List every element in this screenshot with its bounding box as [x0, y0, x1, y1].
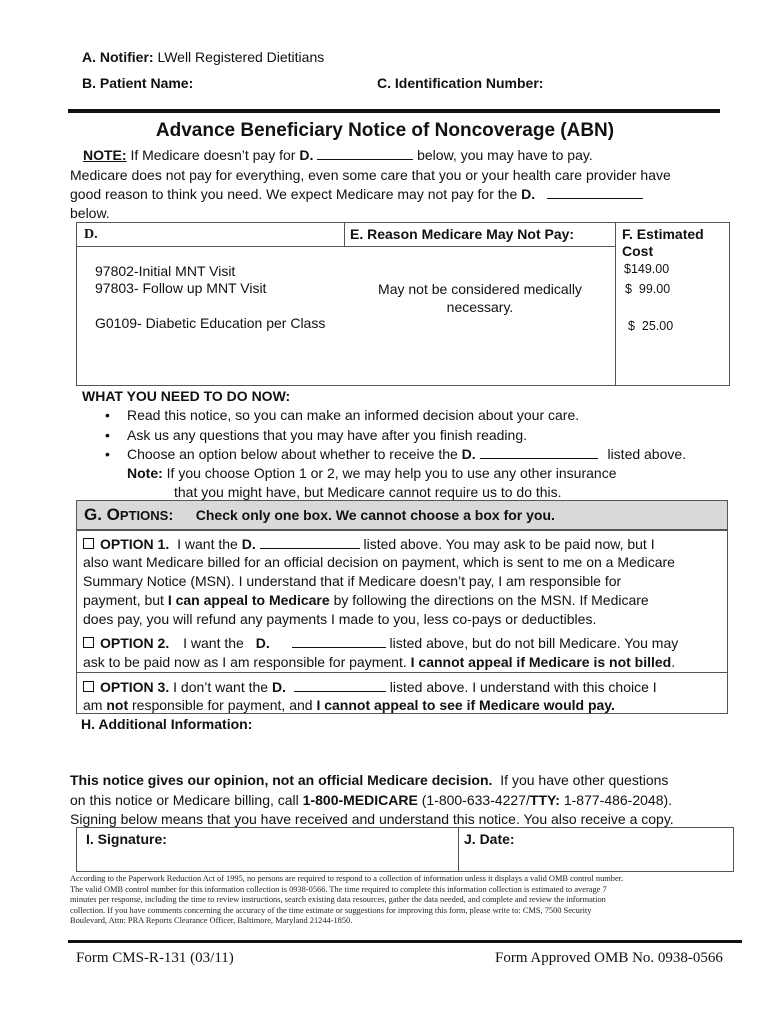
option-1-line-3: Summary Notice (MSN). I understand that if Medicare doesn’t pay, I am responsible for [83, 573, 622, 589]
intro-line-2 [70, 185, 643, 203]
options-heading-ptions: PTIONS [119, 508, 169, 523]
todo-bullet-2 [105, 426, 527, 444]
note-label: NOTE: [83, 147, 127, 163]
col-header-d: D. [84, 227, 98, 242]
todo-bullet-2-text: Ask us any questions that you may have after you finish reading. [127, 427, 528, 443]
option-1-text-b: listed above. You may ask to be paid now, but I [363, 536, 655, 552]
note-text-a: If Medicare doesn’t pay for [130, 147, 296, 163]
closing-bold: This notice gives our opinion, not an official Medicare decision. [70, 772, 493, 788]
notifier-row [82, 48, 324, 66]
notifier-value: LWell Registered Dietitians [157, 49, 325, 65]
cost-1: $149.00 [624, 262, 670, 276]
col-header-cost-2: Cost [622, 243, 654, 259]
additional-info-label: H. Additional Information: [81, 716, 253, 732]
option-1-text-4a: payment, but [83, 592, 164, 608]
closing-line-1 [70, 771, 668, 789]
item-2: 97803- Follow up MNT Visit [95, 280, 267, 296]
todo-note-label: Note: [127, 465, 163, 481]
intro-d: D. [521, 186, 536, 202]
option-3-d: D. [271, 679, 286, 695]
option-1-text-a: I want the [177, 536, 238, 552]
footer-divider [68, 940, 742, 943]
omb-number: Form Approved OMB No. 0938-0566 [495, 950, 723, 966]
date-label: J. Date: [464, 831, 515, 847]
todo-heading: WHAT YOU NEED TO DO NOW: [82, 388, 291, 404]
closing-text-2a: on this notice or Medicare billing, call [70, 792, 299, 808]
signature-label: I. Signature: [86, 831, 167, 847]
form-number: Form CMS-R-131 (03/11) [76, 950, 234, 966]
cost-2: $ 99.00 [625, 282, 671, 296]
option-3-text-a: I don’t want the [173, 679, 269, 695]
col-header-cost-1: F. Estimated [622, 226, 704, 242]
paperwork-line: According to the Paperwork Reduction Act of 1995, no persons are required to respond to a collection of information unless it displays a valid OMB control number. [70, 874, 624, 883]
closing-line-3: Signing below means that you have received and understand this notice. You also receive a copy. [70, 811, 674, 827]
note-line [83, 146, 593, 164]
todo-note-line-1 [127, 464, 617, 482]
item-1: 97802-Initial MNT Visit [95, 263, 236, 279]
paperwork-notice [70, 874, 730, 927]
reason-line-2: necessary. [446, 299, 514, 315]
option-2-line-2 [83, 653, 675, 672]
patient-name-label: B. Patient Name: [82, 75, 194, 91]
signature-divider [458, 827, 459, 872]
option-3-line-2 [83, 696, 615, 715]
table-col-divider-1 [344, 222, 345, 246]
page-title: Advance Beneficiary Notice of Noncoverage (ABN) [155, 120, 615, 141]
option-1-line-2: also want Medicare billed for an official decision on payment, which is sent to me on a Medicare [83, 554, 675, 570]
option-1-blank [260, 537, 360, 549]
todo-bullet-3-text-b: listed above. [607, 446, 687, 462]
option-1-text-4c: by following the directions on the MSN. If Medicare [333, 592, 649, 608]
closing-text-2c: (1-800-633-4227/ [421, 792, 530, 808]
option-2-d: D. [255, 635, 270, 651]
todo-bullet-3-text-a: Choose an option below about whether to receive the [127, 446, 458, 462]
todo-bullet-1 [105, 406, 579, 424]
paperwork-line: minutes per response, including the time to review instructions, search existing data resources, gather the data needed, and complete and review the information [70, 895, 606, 905]
option-1-label: OPTION 1. [100, 536, 170, 552]
options-heading-colon: : [168, 507, 174, 524]
paperwork-line: collection. If you have comments concerning the accuracy of the time estimate or suggestions for improving this form, please write to: CMS, 7500 Security [70, 905, 592, 915]
intro-line-1: Medicare does not pay for everything, even some care that you or your health care provider have [70, 167, 671, 183]
option-1-line-4 [83, 591, 649, 610]
todo-note-text-1: If you choose Option 1 or 2, we may help you to use any other insurance [166, 465, 617, 481]
option-3-text-2b: not [106, 697, 129, 713]
closing-text-2e: 1-877-486-2048). [563, 792, 673, 808]
item-3: G0109- Diabetic Education per Class [95, 315, 326, 331]
todo-bullet-3-d: D. [461, 446, 476, 462]
option-3-checkbox[interactable] [83, 681, 94, 692]
option-2-blank [292, 636, 386, 648]
closing-tty: TTY: [529, 792, 560, 808]
note-d: D. [299, 147, 314, 163]
closing-line-2 [70, 791, 672, 809]
notifier-label: A. Notifier: [82, 49, 154, 65]
option-2-text-2c: . [671, 654, 676, 670]
options-heading [84, 505, 555, 525]
option-2-text-a: I want the [183, 635, 244, 651]
todo-blank [480, 447, 598, 459]
option-2-line-1 [83, 634, 678, 653]
date-field[interactable] [461, 846, 731, 870]
bullet-icon: • [105, 407, 110, 423]
option-3-text-2d: I cannot appeal to see if Medicare would pay. [316, 697, 615, 713]
note-blank [317, 148, 413, 160]
option-3-label: OPTION 3. [100, 679, 170, 695]
option-1-checkbox[interactable] [83, 538, 94, 549]
col-header-reason: E. Reason Medicare May Not Pay: [350, 226, 575, 242]
option-2-text-2b: I cannot appeal if Medicare is not billed [410, 654, 672, 670]
bullet-icon: • [105, 446, 110, 462]
option-2-label: OPTION 2. [100, 635, 170, 651]
option-3-divider [76, 672, 728, 673]
option-3-text-b: listed above. I understand with this choice I [389, 679, 657, 695]
options-instructions: Check only one box. We cannot choose a box for you. [195, 507, 555, 523]
paperwork-line: The valid OMB control number for this information collection is 0938-0566. The time required to complete this information collection is estimated to average 7 [70, 884, 607, 894]
todo-bullet-1-text: Read this notice, so you can make an informed decision about your care. [127, 407, 580, 423]
reason-line-1: May not be considered medically [378, 281, 582, 297]
todo-note-line-2: that you might have, but Medicare cannot require us to do this. [174, 484, 562, 500]
intro-line-2-text: good reason to think you need. We expect Medicare may not pay for the [70, 186, 518, 202]
option-3-text-2a: am [83, 697, 103, 713]
paperwork-line: Boulevard, Attn: PRA Reports Clearance Officer, Baltimore, Maryland 21244-1850. [70, 916, 353, 926]
intro-blank [547, 187, 643, 199]
option-1-d: D. [241, 536, 256, 552]
option-1-text-4b: I can appeal to Medicare [167, 592, 330, 608]
closing-medicare-number: 1-800-MEDICARE [302, 792, 418, 808]
cost-3: $ 25.00 [628, 319, 674, 333]
option-2-text-2a: ask to be paid now as I am responsible for payment. [83, 654, 407, 670]
table-col-divider-2 [615, 222, 616, 386]
option-1-line-5: does pay, you will refund any payments I made to you, less co-pays or deductibles. [83, 611, 597, 627]
option-3-line-1 [83, 678, 657, 697]
intro-line-3: below. [70, 205, 110, 221]
todo-bullet-3 [105, 445, 686, 463]
option-2-checkbox[interactable] [83, 637, 94, 648]
signature-field[interactable] [78, 846, 456, 870]
options-heading-g: G. O [84, 505, 120, 524]
option-3-blank [294, 680, 386, 692]
bullet-icon: • [105, 427, 110, 443]
closing-text-1: If you have other questions [500, 772, 669, 788]
option-2-text-b: listed above, but do not bill Medicare. You may [389, 635, 679, 651]
option-1-line-1 [83, 535, 655, 554]
table-header-divider [76, 246, 616, 247]
identification-number-label: C. Identification Number: [377, 75, 544, 91]
note-text-b: below, you may have to pay. [417, 147, 593, 163]
option-3-text-2c: responsible for payment, and [132, 697, 313, 713]
header-divider [68, 109, 720, 113]
